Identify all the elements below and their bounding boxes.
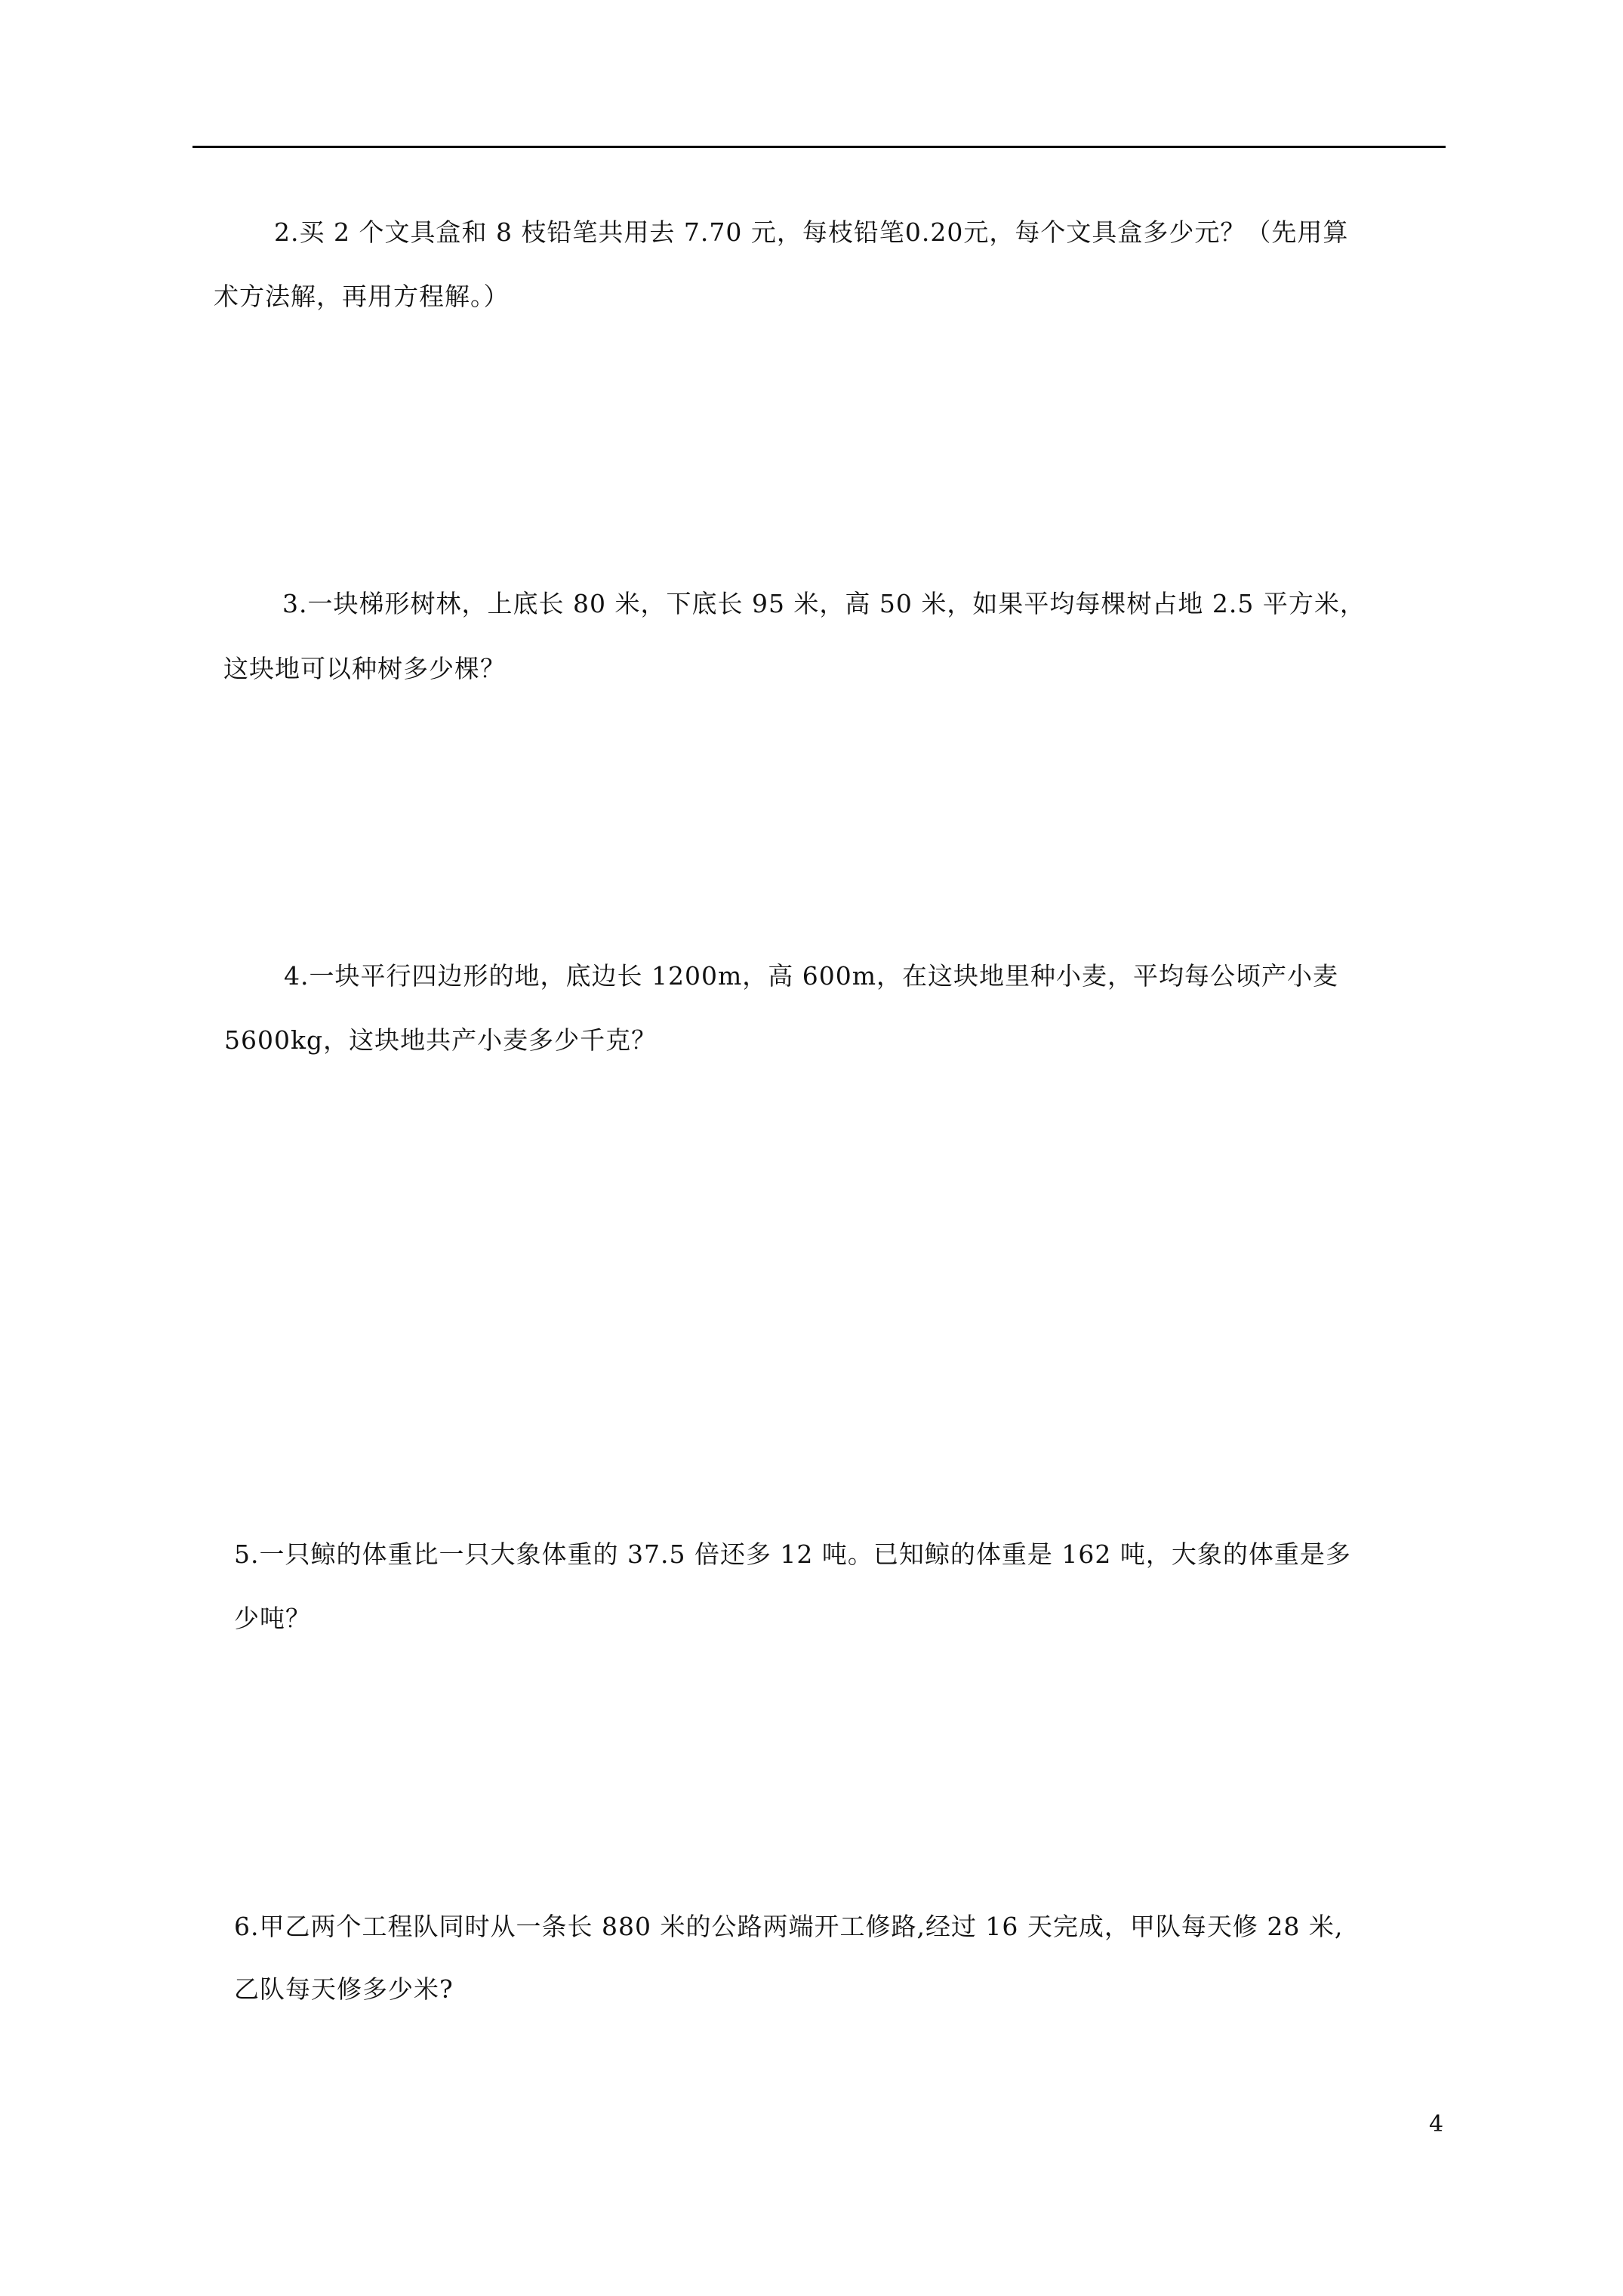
problem-3-line-2: 这块地可以种树多少棵？: [223, 654, 506, 683]
problem-2-line-1: 2.买 2 个文具盒和 8 枝铅笔共用去 7.70 元，每枝铅笔0.20元，每个文具盒多少元？（先用算: [274, 217, 1349, 247]
problem-6-line-1: 6.甲乙两个工程队同时从一条长 880 米的公路两端开工修路,经过 16 天完成，甲队每天修 28 米,: [234, 1912, 1344, 1941]
problem-4-line-2: 5600kg，这块地共产小麦多少千克？: [224, 1025, 658, 1055]
problem-4-line-1: 4.一块平行四边形的地，底边长 1200m，高 600m，在这块地里种小麦，平均每公顷产小麦: [284, 961, 1339, 991]
problem-3-line-1: 3.一块梯形树林，上底长 80 米，下底长 95 米，高 50 米，如果平均每棵树占地 2.5 平方米，: [282, 589, 1366, 618]
problem-5-line-2: 少吨？: [234, 1604, 311, 1633]
page-number: 4: [1429, 2111, 1444, 2137]
problem-5-line-1: 5.一只鲸的体重比一只大象体重的 37.5 倍还多 12 吨。已知鲸的体重是 162 吨，大象的体重是多: [234, 1539, 1351, 1569]
problem-2-line-2: 术方法解，再用方程解。）: [214, 282, 510, 311]
problem-6-line-2: 乙队每天修多少米?: [234, 1974, 454, 2004]
header-rule: [192, 146, 1446, 148]
